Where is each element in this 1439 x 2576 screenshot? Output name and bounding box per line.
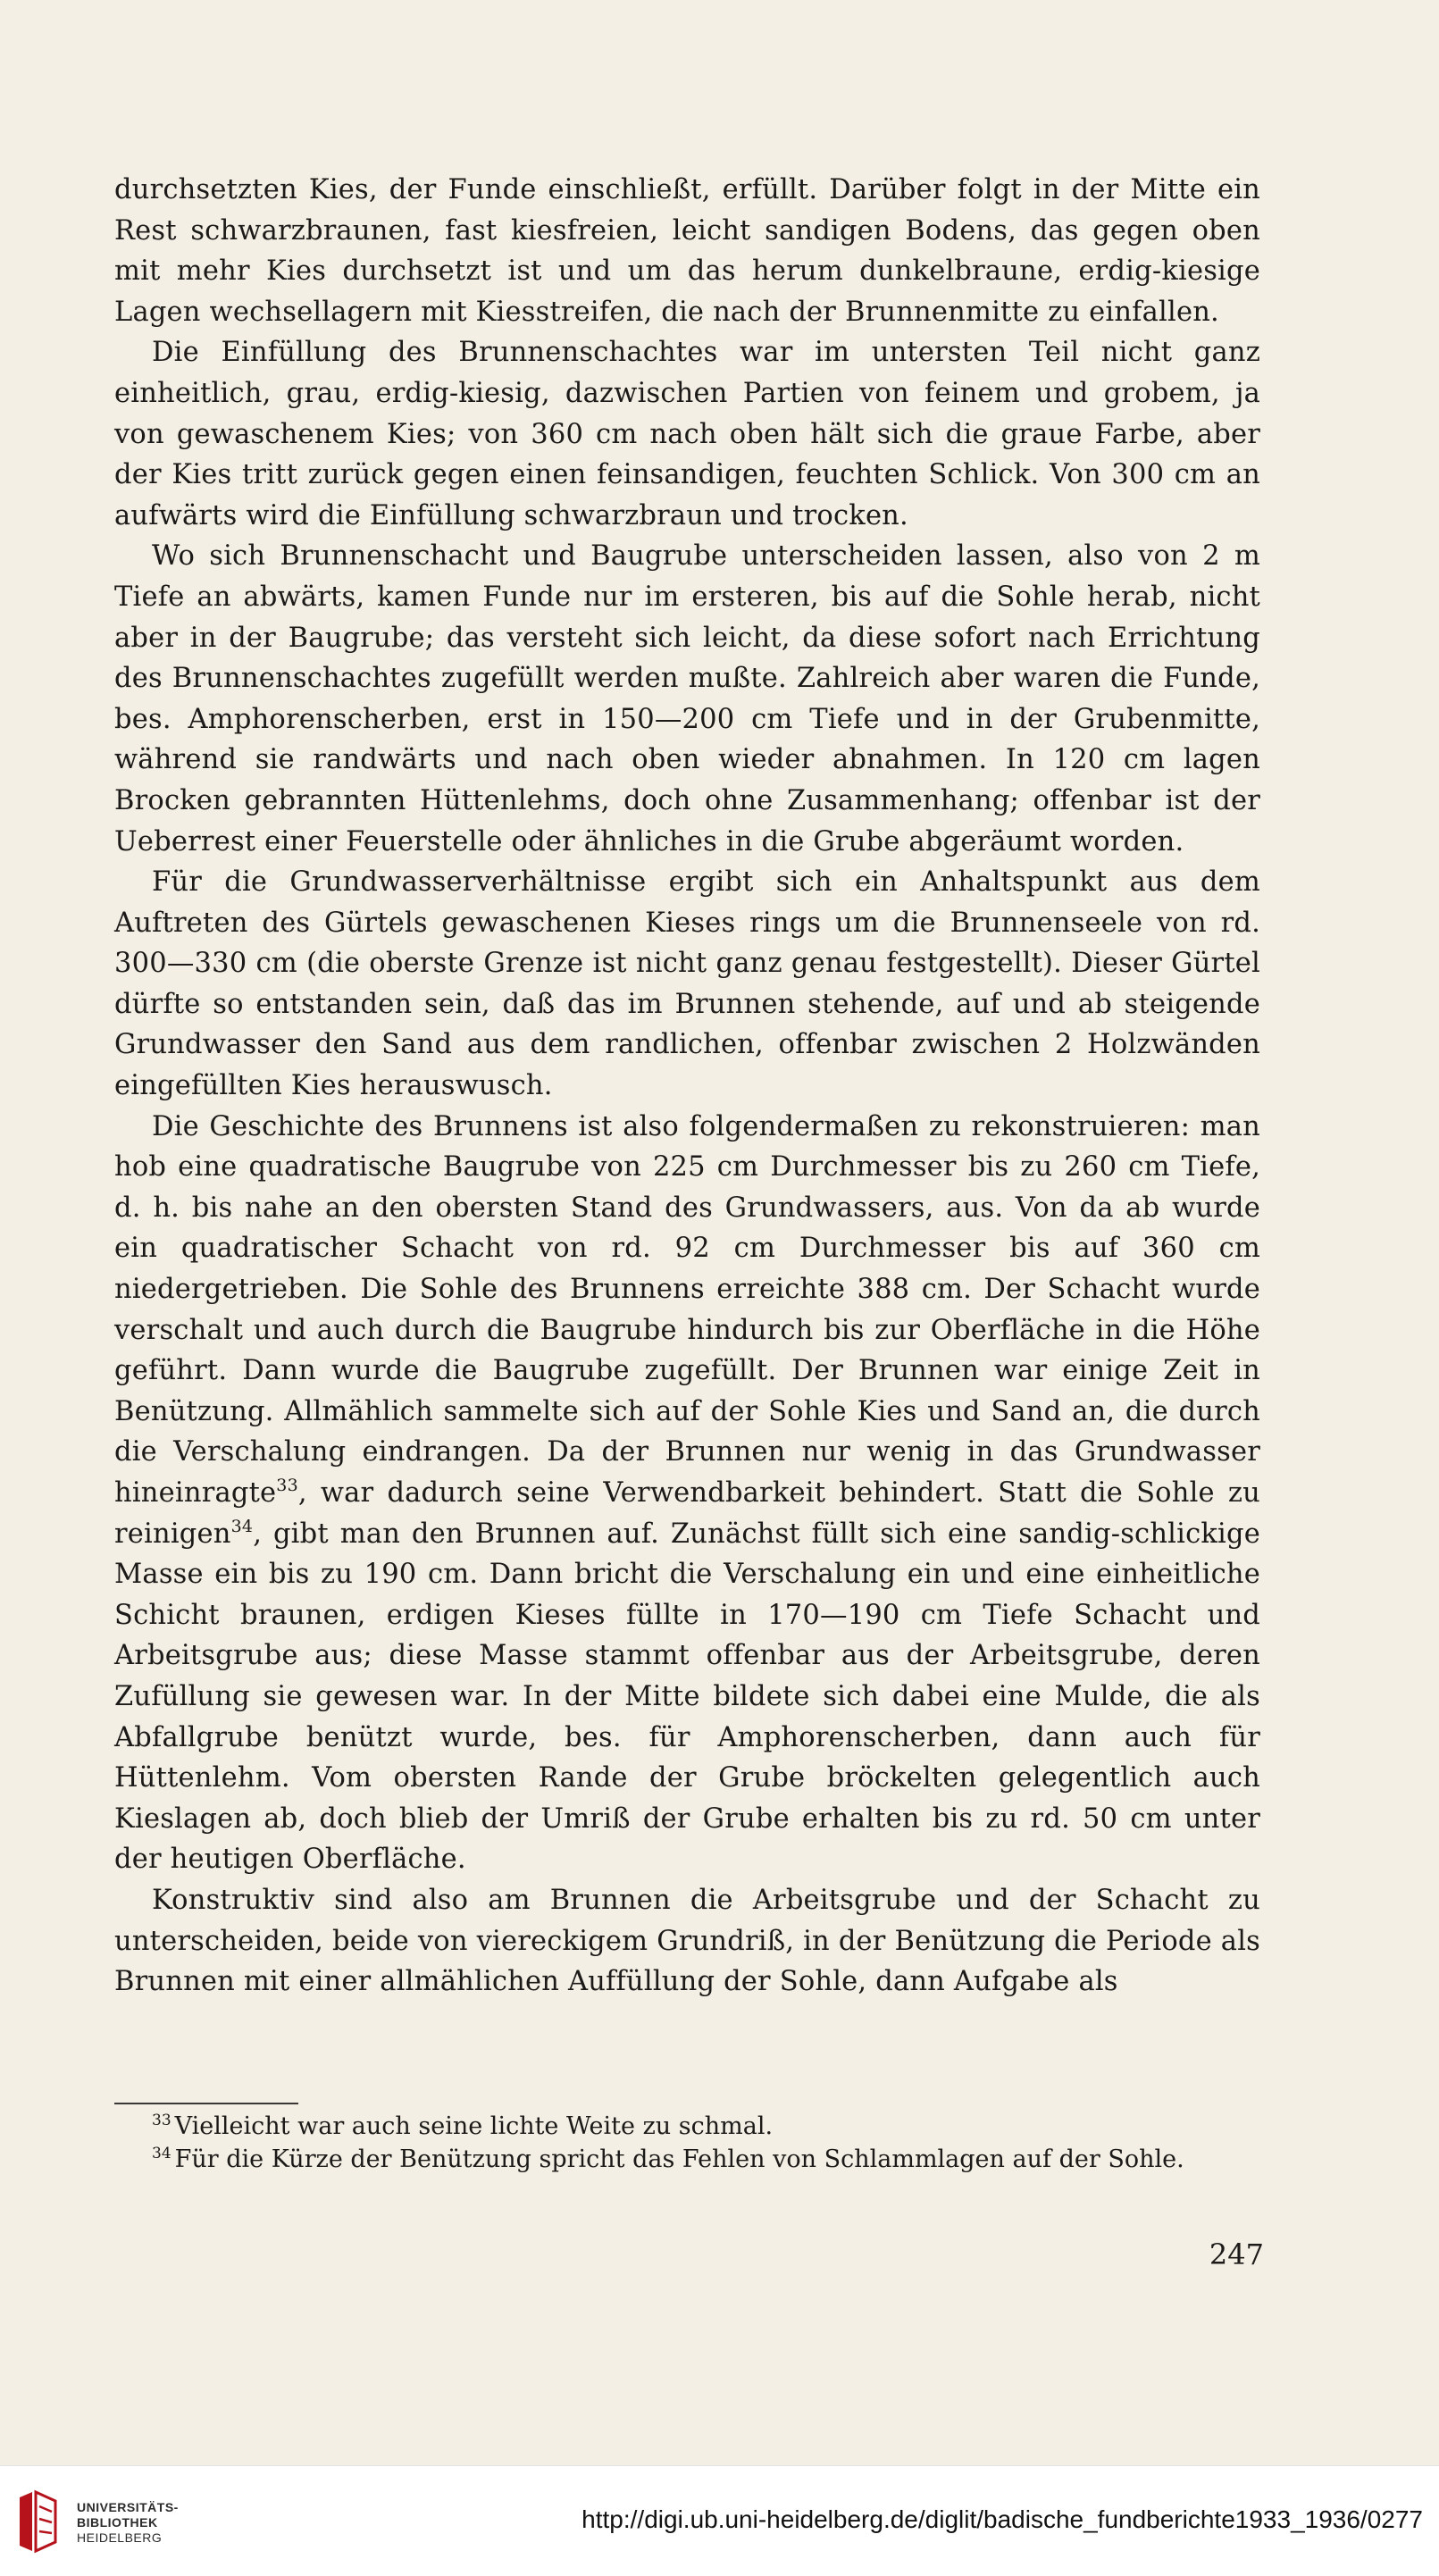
library-name-line-1: UNIVERSITÄTS- xyxy=(77,2500,179,2514)
library-name-line-3: HEIDELBERG xyxy=(77,2530,163,2545)
footnote-33 xyxy=(114,2110,1260,2143)
footnote-text: Für die Kürze der Benützung spricht das Fehlen von Schlammlagen auf der Sohle. xyxy=(174,2145,1184,2173)
viewer-footer xyxy=(0,2465,1439,2576)
paragraph-5-part-b: , war dadurch seine Verwendbarkeit behindert. Statt die Sohle zu reinigen xyxy=(114,1477,1260,1550)
footnote-number: 33 xyxy=(152,2112,172,2129)
paragraph-3: Wo sich Brunnenschacht und Baugrube unterscheiden lassen, also von 2 m Tiefe an abwärts, kamen Funde nur im ersteren, bis auf die Sohle herab, nicht aber in der Baugrube; das versteht sich leicht, da diese sofort nach Errichtung des Brunnenschachtes zugefüllt werden mußte. Zahlreich aber waren die Funde, bes. Amphorenscherben, erst in 150—200 cm Tiefe und in der Grubenmitte, während sie randwärts und nach oben wieder abnahmen. In 120 cm lagen Brocken gebrannten Hüttenlehms, doch ohne Zusammenhang; offenbar ist der Ueberrest einer Feuerstelle oder ähnliches in die Grube abgeräumt worden. xyxy=(114,540,1260,857)
body-text xyxy=(114,170,1260,2003)
page-number: 247 xyxy=(1209,2237,1264,2271)
paragraph-6: Konstruktiv sind also am Brunnen die Arbeitsgrube und der Schacht zu unterscheiden, beide von viereckigem Grundriß, in der Benützung die Periode als Brunnen mit einer allmählichen Auffüllung der Sohle, dann Aufgabe als xyxy=(114,1884,1260,1998)
footnote-number: 34 xyxy=(152,2145,172,2162)
library-name xyxy=(77,2500,179,2546)
footnote-text: Vielleicht war auch seine lichte Weite zu schmal. xyxy=(174,2112,774,2140)
library-name-line-2: BIBLIOTHEK xyxy=(77,2515,158,2530)
paragraph-2: Die Einfüllung des Brunnenschachtes war im untersten Teil nicht ganz einheitlich, grau, erdig-kiesig, dazwischen Partien von feinem und grobem, ja von gewaschenem Kies; von 360 cm nach oben hält sich die graue Farbe, aber der Kies tritt zurück gegen einen feinsandigen, feuchten Schlick. Von 300 cm an aufwärts wird die Einfüllung schwarzbraun und trocken. xyxy=(114,337,1260,531)
paragraph-5-part-c: , gibt man den Brunnen auf. Zunächst füllt sich eine sandig-schlickige Masse ein bis zu 190 cm. Dann bricht die Verschalung ein und eine einheitliche Schicht braunen, erdigen Kieses füllte in 170—190 cm Tiefe Schacht und Arbeitsgrube aus; diese Masse stammt offenbar aus der Arbeitsgrube, deren Zufüllung sie gewesen war. In der Mitte bildete sich dabei eine Mulde, die als Abfallgrube benützt wurde, bes. für Amphorenscherben, dann auch für Hüttenlehm. Vom obersten Rande der Grube bröckelten gelegentlich auch Kieslagen ab, doch blieb der Umriß der Grube erhalten bis zu rd. 50 cm unter der heutigen Oberfläche. xyxy=(114,1518,1260,1876)
paragraph-1: durchsetzten Kies, der Funde einschließt, erfüllt. Darüber folgt in der Mitte ein Rest schwarzbraunen, fast kiesfreien, leicht sandigen Bodens, das gegen oben mit mehr Kies durchsetzt ist und um das herum dunkelbraune, erdig-kiesige Lagen wechsellagern mit Kiesstreifen, die nach der Brunnenmitte zu einfallen. xyxy=(114,174,1260,328)
university-library-logo-icon[interactable] xyxy=(14,2488,61,2555)
permalink-url[interactable]: http://digi.ub.uni-heidelberg.de/diglit/badische_fundberichte1933_1936/0277 xyxy=(581,2505,1423,2533)
paragraph-5 xyxy=(114,1107,1260,1880)
footnote-ref-33[interactable]: 33 xyxy=(276,1476,298,1495)
footnote-separator xyxy=(114,2103,298,2104)
footnote-ref-34[interactable]: 34 xyxy=(230,1516,254,1536)
paragraph-4: Für die Grundwasserverhältnisse ergibt sich ein Anhaltspunkt aus dem Auftreten des Gürtels gewaschenen Kieses rings um die Brunnenseele von rd. 300—330 cm (die oberste Grenze ist nicht ganz genau festgestellt). Dieser Gürtel dürfte so entstanden sein, daß das im Brunnen stehende, auf und ab steigende Grundwasser den Sand aus dem randlichen, offenbar zwischen 2 Holzwänden eingefüllten Kies herauswusch. xyxy=(114,866,1260,1102)
footnotes xyxy=(114,2110,1260,2176)
footnote-34 xyxy=(114,2143,1260,2176)
paragraph-5-part-a: Die Geschichte des Brunnens ist also folgendermaßen zu rekonstruieren: man hob eine quadratische Baugrube von 225 cm Durchmesser bis zu 260 cm Tiefe, d. h. bis nahe an den obersten Stand des Grundwassers, aus. Von da ab wurde ein quadratischer Schacht von rd. 92 cm Durchmesser bis auf 360 cm niedergetrieben. Die Sohle des Brunnens erreichte 388 cm. Der Schacht wurde verschalt und auch durch die Baugrube hindurch bis zur Oberfläche in die Höhe geführt. Dann wurde die Baugrube zugefüllt. Der Brunnen war einige Zeit in Benützung. Allmählich sammelte sich auf der Sohle Kies und Sand an, die durch die Verschalung eindrangen. Da der Brunnen nur wenig in das Grundwasser hineinragte xyxy=(114,1110,1260,1509)
